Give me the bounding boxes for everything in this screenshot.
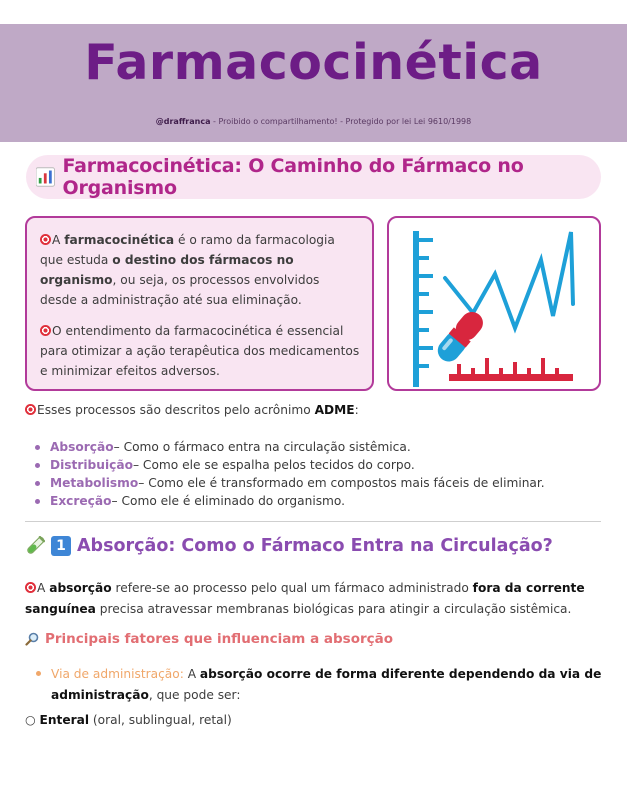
para-bold: absorção [49,581,112,595]
bullet-icon [35,445,40,450]
enteral-item [25,713,232,727]
adme-colon: : [354,403,359,417]
adme-term: Metabolismo [50,476,139,490]
bullet-icon [35,499,40,504]
list-item [35,492,545,510]
administration-route [36,664,602,706]
adme-term: Distribuição [50,458,133,472]
intro-text: é o ramo da farmacologia que estuda [40,233,335,267]
via-bold: absorção ocorre de forma diferente dependendo da via de [199,667,602,681]
copyright-text: - Proibido o compartilhamento! - Protegido por lei Lei 9610/1998 [210,117,472,126]
section-number-badge: 1 [51,536,71,556]
list-item [35,474,545,492]
list-item [35,456,545,474]
via-text: , que pode ser: [148,688,241,702]
section-heading [25,536,553,556]
test-tube-icon [25,536,45,556]
intro-paragraph-2 [40,321,360,381]
factors-heading [25,631,393,647]
copyright-notice [0,117,627,126]
capsule-icon [433,307,487,366]
bullet-icon [35,463,40,468]
adme-desc: – Como ele se espalha pelos tecidos do corpo. [132,458,415,472]
via-line-1 [36,664,602,685]
adme-desc: – Como ele é transformado em compostos mais fáceis de eliminar. [138,476,545,490]
target-icon [40,234,51,245]
section-title: Absorção: Como o Fármaco Entra na Circulação? [77,536,553,556]
adme-intro-text: Esses processos são descritos pelo acrônimo [37,403,315,417]
target-icon [25,582,36,593]
section-banner [26,155,601,199]
adme-desc: – Como o fármaco entra na circulação sistêmica. [113,440,411,454]
adme-term: Excreção [50,494,112,508]
intro-text: , ou seja, os processos envolvidos desde a administração até sua eliminação. [40,273,320,307]
bar-chart-icon [36,167,55,187]
circle-bullet-icon: ○ [25,713,40,727]
via-label: Via de administração: [51,667,184,681]
intro-text: O entendimento da farmacocinética é essencial para otimizar a ação terapêutica dos medicamentos e minimizar efeitos adversos. [40,324,360,378]
author-handle: @draffranca [155,117,211,126]
absorption-paragraph [25,578,601,620]
bullet-icon [35,481,40,486]
factors-title: Principais fatores que influenciam a absorção [45,631,394,647]
enteral-term: Enteral [39,713,90,727]
intro-bold: o destino dos fármacos no organismo [40,253,294,287]
target-icon [40,325,51,336]
bullet-icon [36,671,41,676]
via-text: A [183,667,200,681]
adme-intro [25,403,359,417]
intro-box [25,216,374,391]
adme-desc: – Como ele é eliminado do organismo. [111,494,346,508]
adme-acronym: ADME [314,403,355,417]
para-bold: fora da corrente sanguínea [25,581,585,616]
pharmacokinetics-illustration [387,216,601,391]
target-icon [25,404,36,415]
intro-bold: farmacocinética [64,233,175,247]
para-text: refere-se ao processo pelo qual um fármaco administrado [111,581,473,595]
adme-term: Absorção [50,440,114,454]
adme-list [35,438,545,510]
para-text: precisa atravessar membranas biológicas para atingir a circulação sistêmica. [95,602,572,616]
intro-text: A [52,233,65,247]
via-line-2 [36,685,602,706]
curve-graph-icon [389,218,599,389]
page-title: Farmacocinética [84,34,543,91]
via-bold: administração [51,688,149,702]
list-item [35,438,545,456]
enteral-desc: (oral, sublingual, retal) [89,713,232,727]
header [0,24,627,142]
intro-paragraph-1 [40,230,360,310]
magnifier-icon [25,632,39,646]
para-text: A [37,581,50,595]
section-banner-title: Farmacocinética: O Caminho do Fármaco no Organismo [62,155,524,199]
section-divider [25,521,601,522]
